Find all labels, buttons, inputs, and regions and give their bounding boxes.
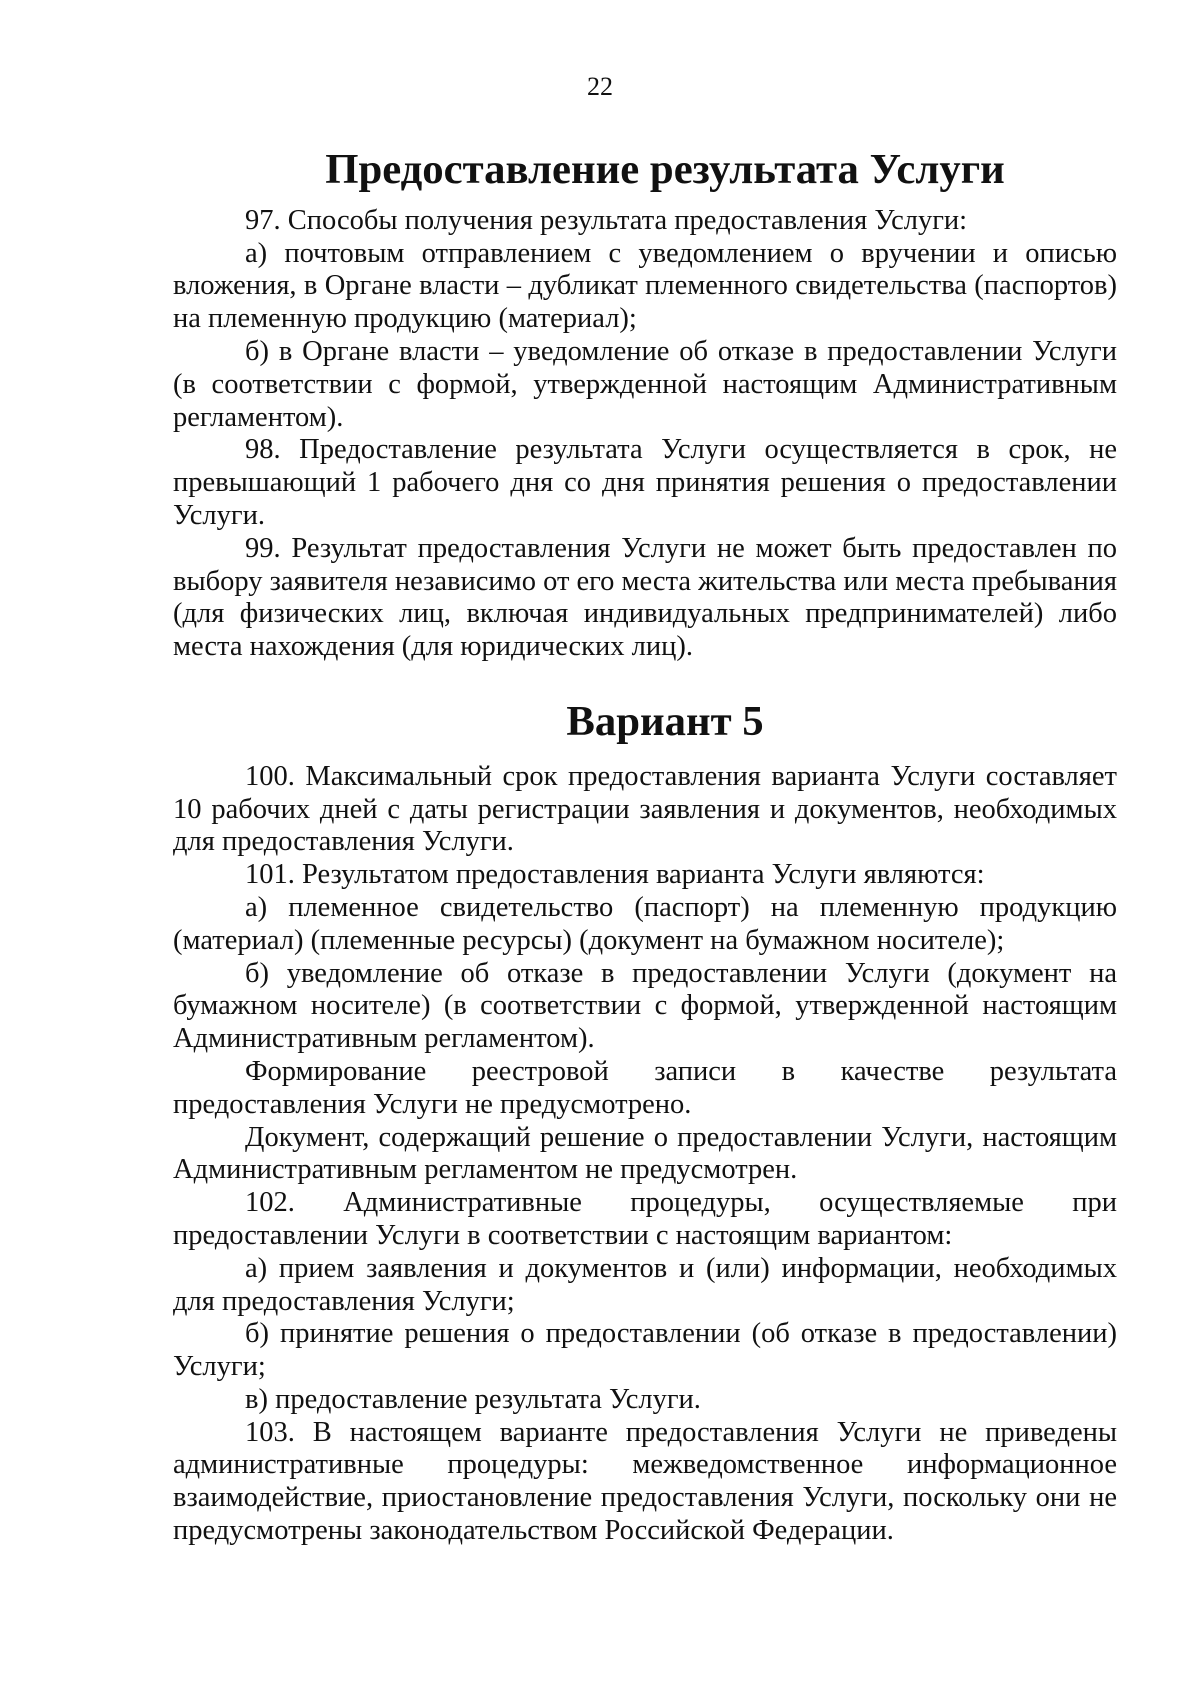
document-body [173,146,1117,1548]
page-number: 22 [587,72,613,101]
paragraph-98: 98. Предоставление результата Услуги осуществляется в срок, не превышающий 1 рабочего дня со дня принятия решения о предоставлении Услуги. [173,434,1117,531]
section-heading-result: Предоставление результата Услуги [325,146,1005,193]
section-heading-variant-5: Вариант 5 [566,697,764,745]
paragraph-101: 101. Результатом предоставления варианта Услуги являются: [245,859,985,891]
paragraph-103: 103. В настоящем варианте предоставления Услуги не приведены административные процедуры: межведомственное информационное взаимодействие, приостановление предоставления Услуги, поскольку они не предусмотрены законодательством Российской Федерации. [173,1416,1117,1547]
paragraph-101a: а) племенное свидетельство (паспорт) на племенную продукцию (материал) (племенные ресурсы) (документ на бумажном носителе); [173,891,1117,956]
paragraph-102: 102. Административные процедуры, осуществляемые при предоставлении Услуги в соответствии с настоящим вариантом: [173,1187,1117,1251]
paragraph-97: 97. Способы получения результата предоставления Услуги: [245,204,968,236]
paragraph-101b: б) уведомление об отказе в предоставлении Услуги (документ на бумажном носителе) (в соответствии с формой, утвержденной настоящим Административным регламентом). [173,957,1117,1055]
paragraph-97a: а) почтовым отправлением с уведомлением о вручении и описью вложения, в Органе власти – дубликат племенного свидетельства (паспортов) на племенную продукцию (материал); [173,237,1117,335]
paragraph-100: 100. Максимальный срок предоставления варианта Услуги составляет 10 рабочих дней с даты регистрации заявления и документов, необходимых для предоставления Услуги. [173,760,1117,858]
paragraph-102b: б) принятие решения о предоставлении (об отказе в предоставлении) Услуги; [173,1318,1117,1383]
paragraph-99: 99. Результат предоставления Услуги не может быть предоставлен по выбору заявителя независимо от его места жительства или места пребывания (для физических лиц, включая индивидуальных предпринимателей) либо места нахождения (для юридических лиц). [173,532,1117,663]
paragraph-registry-record: Формирование реестровой записи в качестве результата предоставления Услуги не предусмотрено. [173,1055,1117,1120]
paragraph-decision-document: Документ, содержащий решение о предоставлении Услуги, настоящим Административным регламентом не предусмотрен. [173,1121,1117,1186]
paragraph-102c: в) предоставление результата Услуги. [245,1383,701,1415]
paragraph-97b: б) в Органе власти – уведомление об отказе в предоставлении Услуги (в соответствии с формой, утвержденной настоящим Административным регламентом). [173,335,1117,433]
paragraph-102a: а) прием заявления и документов и (или) информации, необходимых для предоставления Услуги; [173,1252,1117,1317]
